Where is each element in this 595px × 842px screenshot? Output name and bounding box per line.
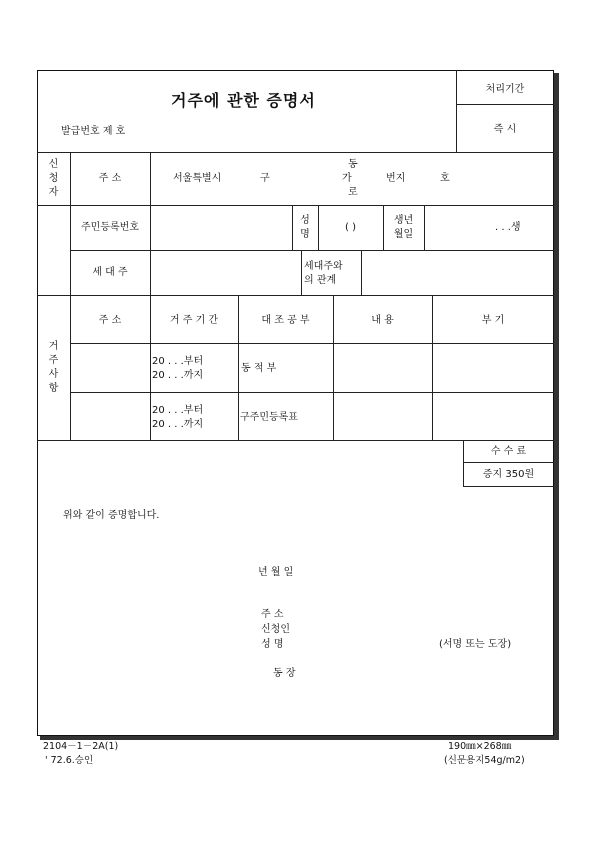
divider	[150, 152, 151, 440]
address-ho: 호	[440, 173, 450, 184]
certification-statement: 위와 같이 증명합니다.	[63, 510, 160, 521]
divider	[70, 392, 554, 393]
divider	[37, 152, 554, 153]
section-label-applicant-1: 신	[48, 159, 59, 170]
section-label-residence-2: 주	[48, 355, 59, 366]
divider	[70, 152, 71, 440]
address-ro: 로	[348, 187, 358, 198]
section-label-residence-3: 사	[48, 369, 59, 380]
approval-note: ' 72.6.승인	[45, 755, 94, 766]
applicant-label: 신청인	[261, 624, 290, 635]
name-label-top: 성	[300, 215, 310, 226]
divider	[456, 70, 457, 153]
address-city: 서울특별시	[173, 173, 222, 184]
divider	[301, 250, 302, 295]
householder-label: 세 대 주	[92, 267, 128, 278]
official-title: 동 장	[273, 668, 296, 679]
address-beonji: 번지	[386, 173, 406, 184]
row1-period-to: 20 . . .까지	[152, 370, 204, 381]
divider	[456, 104, 554, 105]
divider	[70, 343, 554, 344]
divider	[361, 250, 362, 295]
row2-period-to: 20 . . .까지	[152, 419, 204, 430]
divider	[37, 205, 554, 206]
divider	[292, 205, 293, 250]
section-label-applicant-2: 청	[48, 173, 59, 184]
signer-name-label: 성 명	[261, 639, 284, 650]
divider	[383, 205, 384, 250]
column-header-note: 부 기	[481, 315, 505, 326]
certifier-address-label: 주 소	[261, 609, 284, 620]
relation-label-bottom: 의 관계	[304, 275, 337, 286]
fee-label: 수 수 료	[490, 446, 527, 457]
row2-period-from: 20 . . .부터	[152, 405, 204, 416]
column-header-record: 대 조 공 부	[261, 315, 310, 326]
divider	[37, 295, 554, 296]
name-label-bottom: 명	[300, 229, 310, 240]
section-label-applicant-3: 자	[48, 187, 59, 198]
address-label: 주 소	[98, 173, 122, 184]
address-gu: 구	[260, 173, 270, 184]
address-ga: 가	[342, 173, 352, 184]
paper-size: 190㎜×268㎜	[448, 741, 512, 752]
relation-label-top: 세대주와	[304, 261, 343, 272]
address-dong: 동	[348, 159, 358, 170]
signature-note: (서명 또는 도장)	[439, 639, 512, 650]
certificate-form	[37, 70, 554, 736]
birth-label-bottom: 월일	[393, 229, 414, 240]
processing-period-label: 처리기간	[485, 84, 525, 95]
section-label-residence-1: 거	[48, 341, 59, 352]
column-header-content: 내 용	[371, 315, 394, 326]
birth-label-top: 생년	[393, 215, 414, 226]
divider	[37, 440, 554, 441]
row2-record: 구주민등록표	[240, 412, 298, 423]
column-header-address: 주 소	[98, 315, 122, 326]
divider	[463, 462, 554, 463]
fee-value: 증지 350원	[482, 469, 535, 480]
birth-value: . . .생	[495, 222, 521, 233]
divider	[424, 205, 425, 250]
name-paren: ( )	[345, 222, 356, 233]
row1-record: 동 적 부	[241, 363, 277, 374]
divider	[70, 250, 554, 251]
issue-number: 발급번호 제 호	[61, 126, 126, 137]
row1-period-from: 20 . . .부터	[152, 356, 204, 367]
divider	[463, 486, 554, 487]
resident-number-label: 주민등록번호	[81, 222, 139, 233]
date-line: 년 월 일	[258, 567, 294, 578]
paper-type: (신문용지54g/m2)	[444, 755, 525, 766]
form-code: 2104－1－2A(1)	[43, 741, 119, 752]
column-header-period: 거 주 기 간	[169, 315, 219, 326]
section-label-residence-4: 항	[48, 383, 59, 394]
processing-period-value: 즉 시	[493, 124, 517, 135]
page-title: 거주에 관한 증명서	[171, 91, 316, 110]
